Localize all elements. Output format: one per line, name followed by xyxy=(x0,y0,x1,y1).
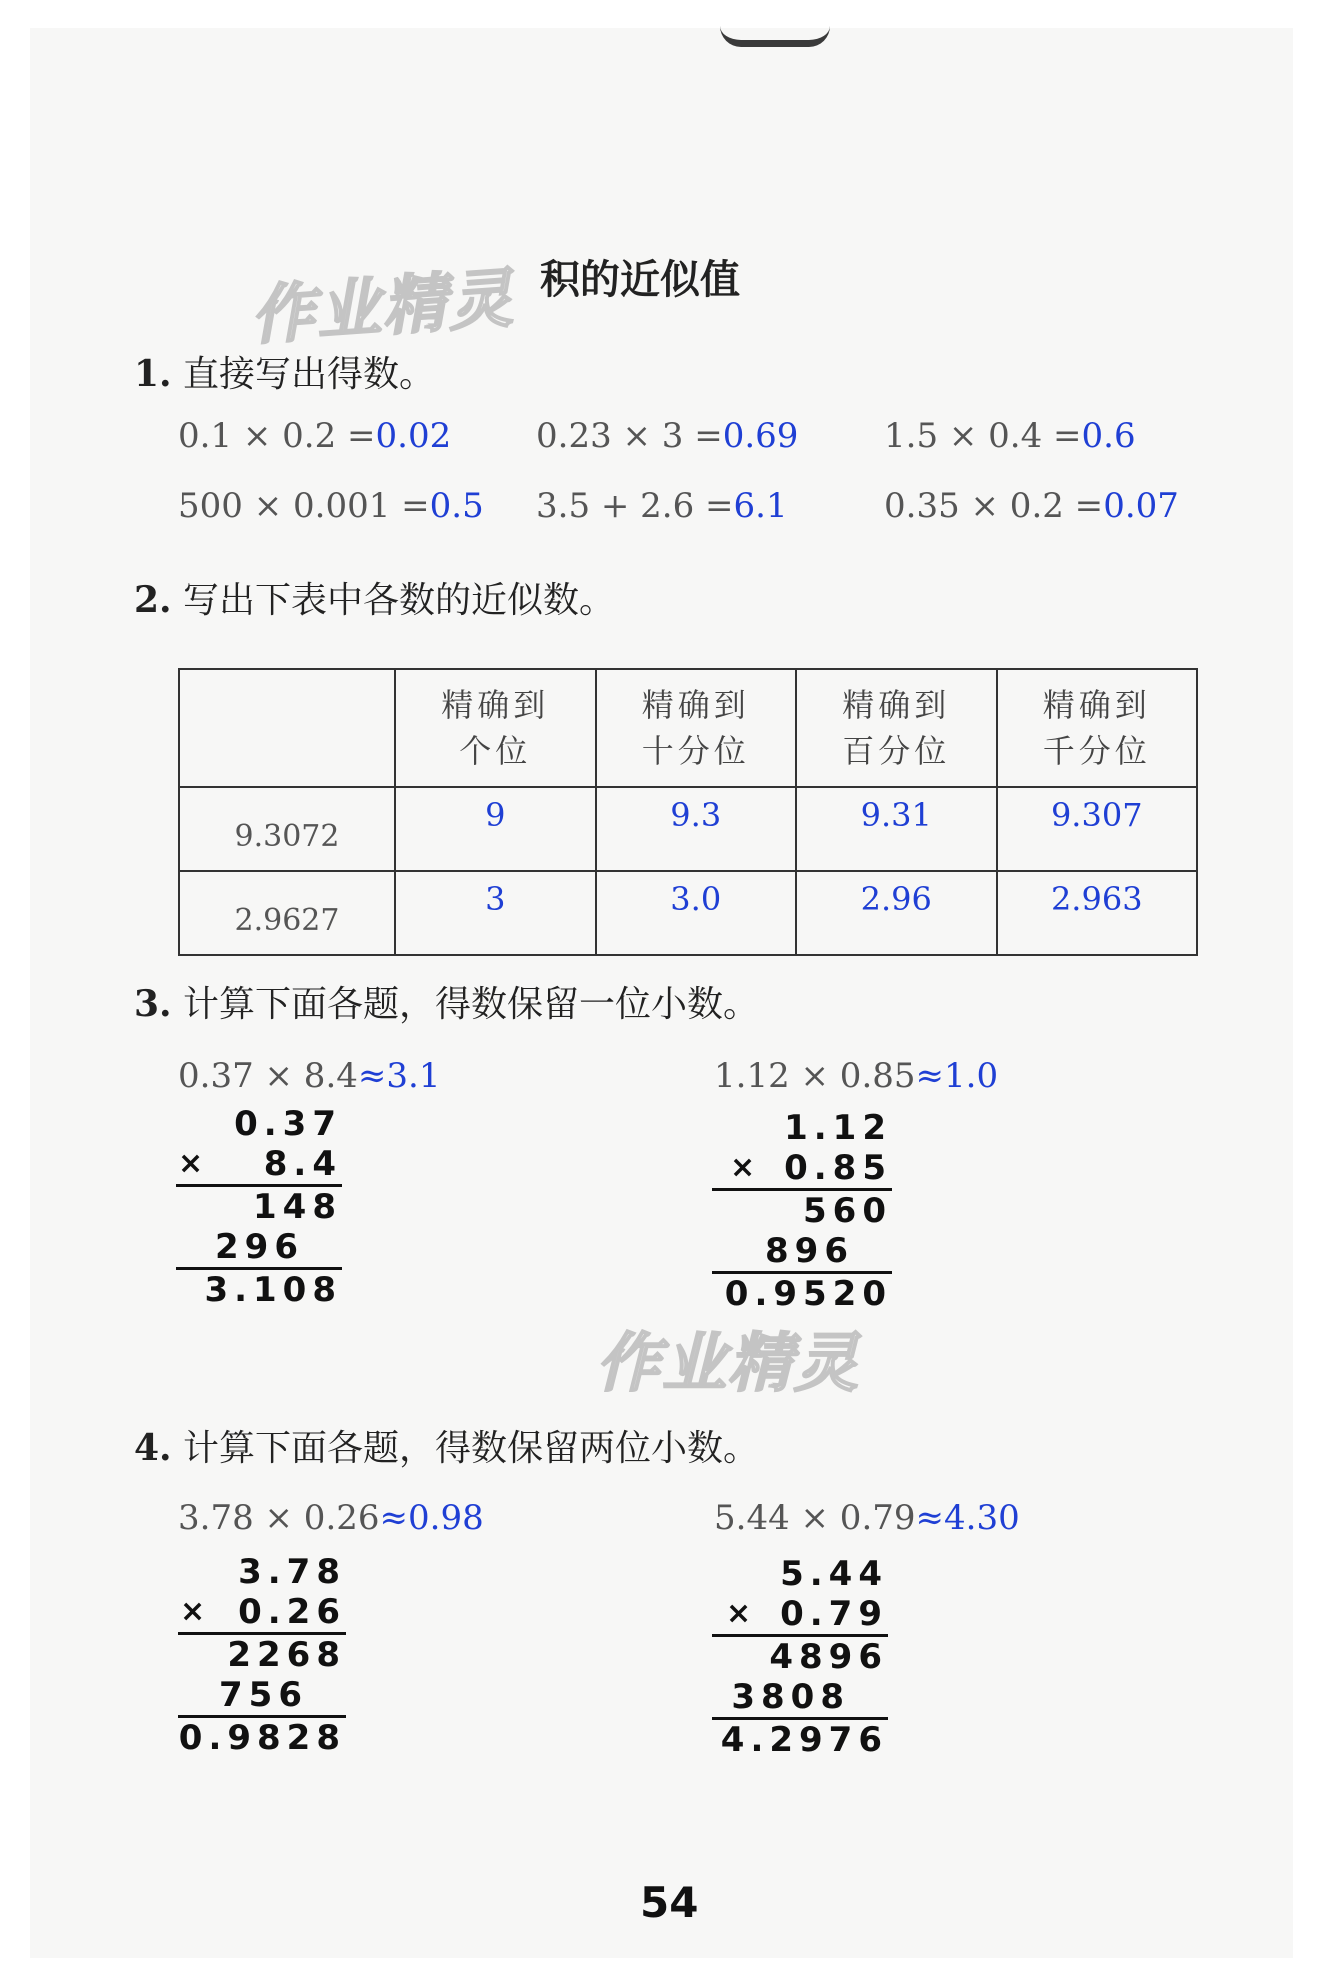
product: 0.9520 xyxy=(712,1271,892,1314)
table-cell-answer: 3.0 xyxy=(596,871,797,955)
q1-item-1 xyxy=(178,416,451,456)
problem-expr: 3.78 × 0.26 xyxy=(178,1498,380,1538)
q3-prompt: 计算下面各题，得数保留一位小数。 xyxy=(183,984,760,1025)
problem-answer: ≈3.1 xyxy=(357,1056,441,1096)
product: 0.9828 xyxy=(178,1715,346,1758)
problem-expr: 0.37 × 8.4 xyxy=(178,1056,358,1096)
q1-item-expr: 500 × 0.001 = xyxy=(178,486,430,526)
multiplier: 0.26 xyxy=(238,1592,346,1632)
page-title: 积的近似值 xyxy=(540,257,740,303)
q1-item-expr: 0.35 × 0.2 = xyxy=(884,486,1104,526)
table-cell-answer: 9.307 xyxy=(997,787,1198,871)
table-row xyxy=(179,787,1197,871)
q4-prompt: 计算下面各题，得数保留两位小数。 xyxy=(183,1428,760,1469)
q1-item-5 xyxy=(536,486,788,526)
times-sign: × xyxy=(180,1594,206,1629)
table-header-cell xyxy=(997,669,1198,787)
multiplicand: 1.12 xyxy=(784,1108,892,1148)
multiplier-line xyxy=(712,1148,892,1188)
table-cell-answer: 9 xyxy=(395,787,596,871)
q3-vertical-multiplication-2 xyxy=(712,1108,892,1314)
q1-number: 1. xyxy=(134,353,172,395)
problem-answer: ≈4.30 xyxy=(915,1498,1020,1538)
q1-item-answer: 0.02 xyxy=(375,416,452,456)
q1-item-6 xyxy=(884,486,1179,526)
multiplier-line xyxy=(178,1592,346,1632)
times-sign: × xyxy=(726,1596,752,1631)
times-sign: × xyxy=(178,1146,204,1181)
multiplicand: 5.44 xyxy=(780,1554,888,1594)
multiplier: 0.79 xyxy=(780,1594,888,1634)
table-cell-answer: 9.3 xyxy=(596,787,797,871)
q1-item-expr: 3.5 + 2.6 = xyxy=(536,486,734,526)
q1-item-answer: 0.69 xyxy=(722,416,799,456)
q3-number: 3. xyxy=(134,983,172,1025)
partial-product-2: 756 xyxy=(219,1675,308,1715)
q1-item-answer: 0.6 xyxy=(1081,416,1136,456)
partial-product-1: 4896 xyxy=(712,1634,888,1677)
table-cell-answer: 3 xyxy=(395,871,596,955)
q3-vertical-multiplication-1 xyxy=(176,1104,342,1310)
table-header-cell xyxy=(796,669,997,787)
problem-answer: ≈0.98 xyxy=(379,1498,484,1538)
partial-product-1: 560 xyxy=(712,1188,892,1231)
header-line2: 百分位 xyxy=(842,732,951,770)
table-cell-answer: 2.96 xyxy=(796,871,997,955)
multiplier: 8.4 xyxy=(263,1144,342,1184)
q4-vertical-multiplication-1 xyxy=(178,1552,346,1758)
q4-heading xyxy=(134,1420,759,1471)
header-line2: 千分位 xyxy=(1042,732,1151,770)
multiplier: 0.85 xyxy=(784,1148,892,1188)
table-header-cell xyxy=(596,669,797,787)
table-cell-answer: 2.963 xyxy=(997,871,1198,955)
header-line1: 精确到 xyxy=(641,686,750,724)
q2-prompt: 写出下表中各数的近似数。 xyxy=(183,580,616,621)
q3-heading xyxy=(134,976,759,1027)
multiplier-line xyxy=(176,1144,342,1184)
q3-problem-2-expr xyxy=(714,1056,998,1096)
header-line2: 十分位 xyxy=(641,732,750,770)
approximation-table xyxy=(178,668,1198,956)
product: 3.108 xyxy=(176,1267,342,1310)
q1-item-4 xyxy=(178,486,484,526)
header-line1: 精确到 xyxy=(1042,686,1151,724)
q1-item-expr: 1.5 × 0.4 = xyxy=(884,416,1082,456)
header-line2: 个位 xyxy=(459,732,532,770)
q1-item-2 xyxy=(536,416,798,456)
watermark-top: 作业精灵 xyxy=(248,261,517,355)
watermark-middle: 作业精灵 xyxy=(596,1327,860,1401)
q2-number: 2. xyxy=(134,579,172,621)
table-header-row xyxy=(179,669,1197,787)
q1-item-answer: 0.5 xyxy=(429,486,484,526)
multiplier-line xyxy=(712,1594,888,1634)
q1-item-answer: 6.1 xyxy=(733,486,788,526)
q4-problem-1-expr xyxy=(178,1498,484,1538)
table-cell-answer: 9.31 xyxy=(796,787,997,871)
problem-expr: 5.44 × 0.79 xyxy=(714,1498,916,1538)
q1-item-3 xyxy=(884,416,1136,456)
page-number: 54 xyxy=(640,1878,699,1927)
header-line1: 精确到 xyxy=(441,686,550,724)
q3-problem-1-expr xyxy=(178,1056,440,1096)
table-header-cell xyxy=(395,669,596,787)
partial-product-2: 296 xyxy=(215,1227,304,1267)
multiplicand: 3.78 xyxy=(238,1552,346,1592)
partial-product-1: 2268 xyxy=(178,1632,346,1675)
binding-mark xyxy=(720,26,830,47)
q4-vertical-multiplication-2 xyxy=(712,1554,888,1760)
row-label: 2.9627 xyxy=(179,871,395,955)
table-corner-cell xyxy=(179,669,395,787)
multiplicand: 0.37 xyxy=(234,1104,342,1144)
q1-item-answer: 0.07 xyxy=(1103,486,1179,526)
row-label: 9.3072 xyxy=(179,787,395,871)
q4-problem-2-expr xyxy=(714,1498,1020,1538)
table-row xyxy=(179,871,1197,955)
q1-prompt: 直接写出得数。 xyxy=(183,354,436,395)
partial-product-1: 148 xyxy=(176,1184,342,1227)
partial-product-2: 896 xyxy=(765,1231,854,1271)
q4-number: 4. xyxy=(134,1427,172,1469)
header-line1: 精确到 xyxy=(842,686,951,724)
q1-item-expr: 0.1 × 0.2 = xyxy=(178,416,376,456)
problem-answer: ≈1.0 xyxy=(915,1056,999,1096)
problem-expr: 1.12 × 0.85 xyxy=(714,1056,916,1096)
q1-heading xyxy=(134,346,435,397)
q1-item-expr: 0.23 × 3 = xyxy=(536,416,723,456)
partial-product-2: 3808 xyxy=(731,1677,850,1717)
product: 4.2976 xyxy=(712,1717,888,1760)
times-sign: × xyxy=(730,1150,756,1185)
q2-heading xyxy=(134,572,615,623)
